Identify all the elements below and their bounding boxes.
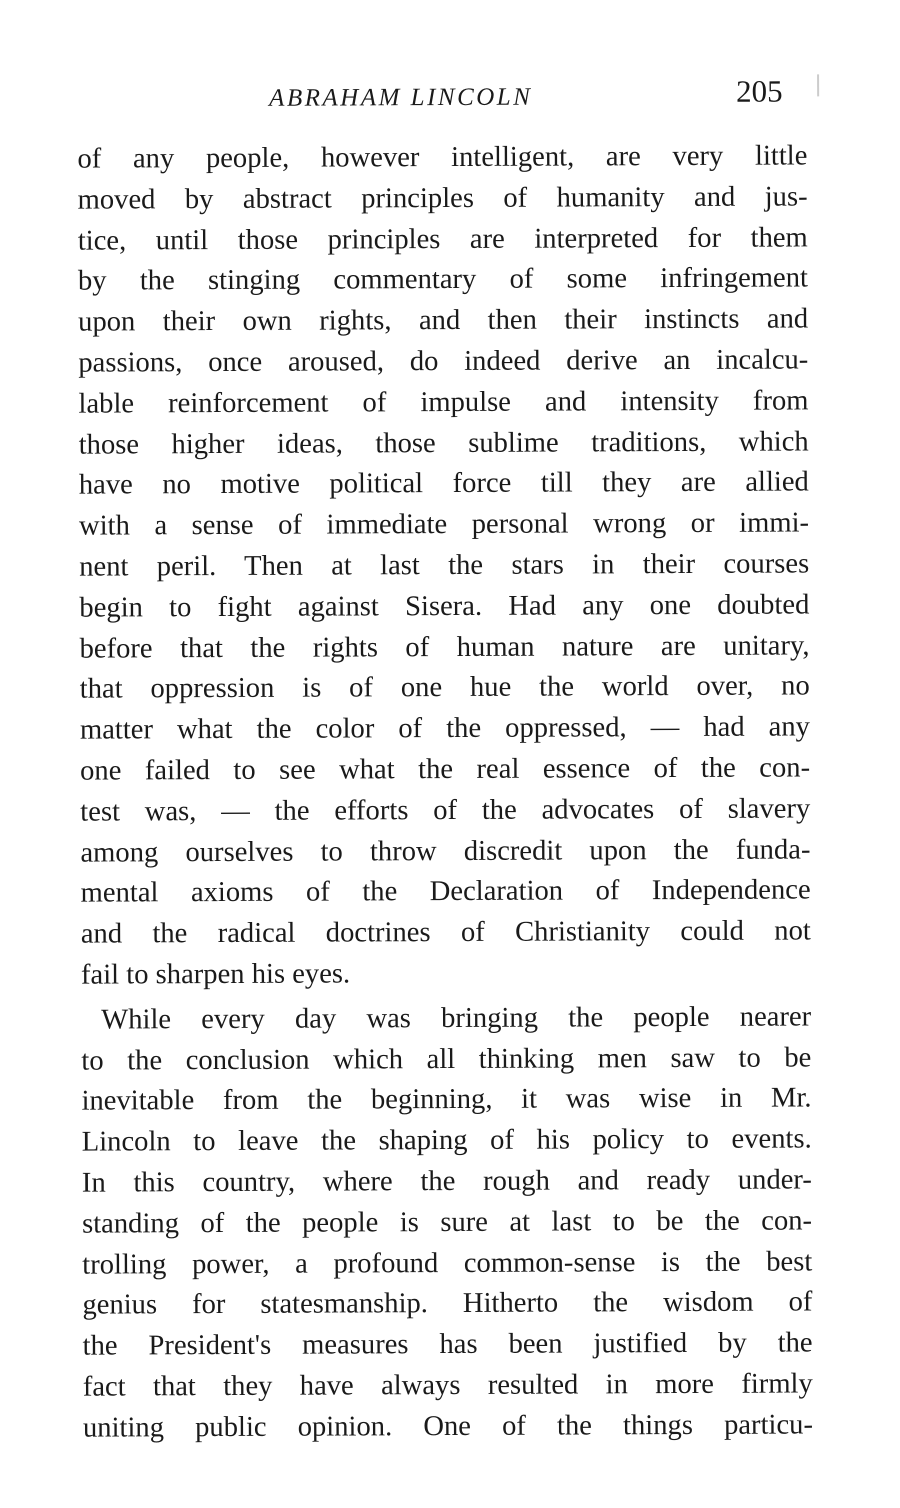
- text-line: standing of the people is sure at last to be the con-: [81, 1205, 813, 1240]
- text-line: test was, — the efforts of the advocates of slavery: [80, 793, 811, 828]
- running-title: ABRAHAM LINCOLN: [269, 83, 533, 112]
- text-line: moved by abstract principles of humanity and jus-: [77, 181, 808, 216]
- text-line: tice, until those principles are interpreted for them: [77, 222, 808, 257]
- text-line: Lincoln to leave the shaping of his policy to events.: [81, 1123, 812, 1158]
- text-line: that oppression is of one hue the world over, no: [79, 670, 810, 705]
- text-line: In this country, where the rough and ready under-: [81, 1164, 812, 1199]
- text-line: uniting public opinion. One of the things particu-: [82, 1409, 814, 1444]
- margin-mark: [817, 74, 819, 96]
- paragraph-1: [77, 136, 811, 996]
- text-line: with a sense of immediate personal wrong or immi-: [78, 507, 810, 542]
- text-line: before that the rights of human nature are unitary,: [79, 629, 810, 665]
- text-line: begin to fight against Sisera. Had any one doubted: [79, 589, 810, 624]
- text-line: passions, once aroused, do indeed derive an incalcu-: [78, 344, 809, 379]
- text-line: matter what the color of the oppressed, — had any: [79, 711, 810, 746]
- text-line: mental axioms of the Declaration of Independence: [80, 874, 811, 909]
- text-line: lable reinforcement of impulse and intensity from: [78, 385, 809, 420]
- text-line: have no motive political force till they are allied: [78, 466, 809, 501]
- text-line: to the conclusion which all thinking men saw to be: [81, 1041, 812, 1077]
- text-line: nent peril. Then at last the stars in their courses: [79, 548, 810, 583]
- page-number: 205: [736, 73, 783, 109]
- text-line: one failed to see what the real essence of the con-: [80, 752, 811, 787]
- text-line: trolling power, a profound common-sense is the best: [82, 1245, 813, 1281]
- paragraph-2: [81, 997, 813, 1449]
- body-text: [77, 136, 813, 1449]
- text-line: the President's measures has been justified by the: [82, 1327, 813, 1362]
- text-line: fact that they have always resulted in more firmly: [82, 1368, 813, 1403]
- text-line: fail to sharpen his eyes.: [80, 958, 351, 991]
- text-line: among ourselves to throw discredit upon the funda-: [80, 833, 811, 869]
- text-line: upon their own rights, and then their instincts and: [78, 303, 809, 338]
- text-line: While every day was bringing the people nearer: [101, 1001, 812, 1036]
- text-line: inevitable from the beginning, it was wise in Mr.: [81, 1082, 812, 1117]
- text-line: and the radical doctrines of Christianity could not: [80, 915, 811, 950]
- running-head: [0, 68, 897, 132]
- text-line: of any people, however intelligent, are very little: [77, 140, 808, 175]
- text-line: by the stinging commentary of some infringement: [77, 262, 809, 298]
- text-line: genius for statesmanship. Hitherto the wisdom of: [82, 1286, 813, 1321]
- text-line: those higher ideas, those sublime traditions, which: [78, 426, 809, 461]
